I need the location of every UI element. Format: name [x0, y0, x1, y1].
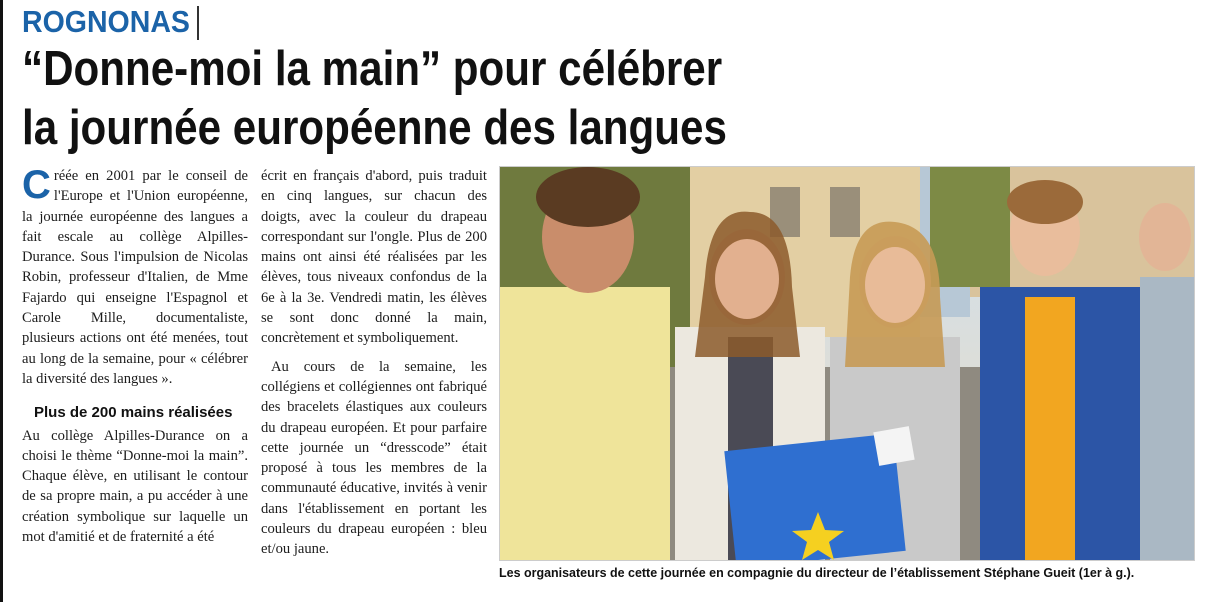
intro-paragraph	[22, 163, 248, 389]
paper-hand-icon	[873, 426, 914, 466]
section-tag: ROGNONAS	[22, 4, 190, 39]
group-photo-illustration	[500, 167, 1194, 560]
article-column-1	[22, 163, 248, 547]
left-border-rule	[0, 0, 3, 602]
person-4-shirt	[1025, 297, 1075, 560]
drop-cap: C	[22, 163, 51, 207]
article-subhead: Plus de 200 mains réalisées	[34, 404, 233, 422]
paragraph-4: Au cours de la semaine, les collégiens et collégiennes ont fabriqué des bracelets élastiques aux couleurs du drapeau européen. Et pour parfaire cette journée un “dresscode” était proposé à tous les membres de la communauté éducative, invités à venir dans l'établissement en portant les couleurs du drapeau européen : bleu et/ou jaune.	[261, 358, 487, 558]
intro-text: réée en 2001 par le conseil de l'Europe et l'Union européenne, la journée européenne des langues a fait escale au collège Alpilles-Durance. Sous l'impulsion de Nicolas Robin, professeur d'Italien, de Mme Fajardo qui enseigne l'Espagnol et Carole Mille, documentaliste, plusieurs actions ont été menées, tout au long de la semaine, pour « célébrer la diversité des langues ».	[22, 168, 248, 387]
headline-line-1: “Donne-moi la main” pour célébrer	[22, 42, 723, 96]
tree-right	[930, 167, 1010, 287]
headline	[22, 40, 727, 158]
paragraph-3: écrit en français d'abord, puis traduit en cinq langues, sur chacun des doigts, avec la couleur du drapeau correspondant sur l'ongle. Plus de 200 mains ont ainsi été réalisées par les élèves, tous niveaux confondus de la 6e à la 3e. Vendredi matin, les élèves se sont donc donné la main, concrètement et symboliquement.	[261, 168, 487, 347]
person-1-shirt	[500, 287, 670, 560]
article-photo	[499, 166, 1195, 561]
paragraph-2: Au collège Alpilles-Durance on a choisi le thème “Donne-moi la main”. Chaque élève, en utilisant le contour de sa propre main, a pu accéder à une création symbolique sur laquelle un mot d'amitié et de fraternité a été	[22, 427, 248, 546]
headline-line-2: la journée européenne des langues	[22, 101, 727, 155]
article-column-2	[261, 166, 487, 560]
photo-caption: Les organisateurs de cette journée en compagnie du directeur de l’établissement Stéphane Gueit (1er à g.).	[499, 565, 1135, 580]
section-divider	[197, 6, 199, 40]
